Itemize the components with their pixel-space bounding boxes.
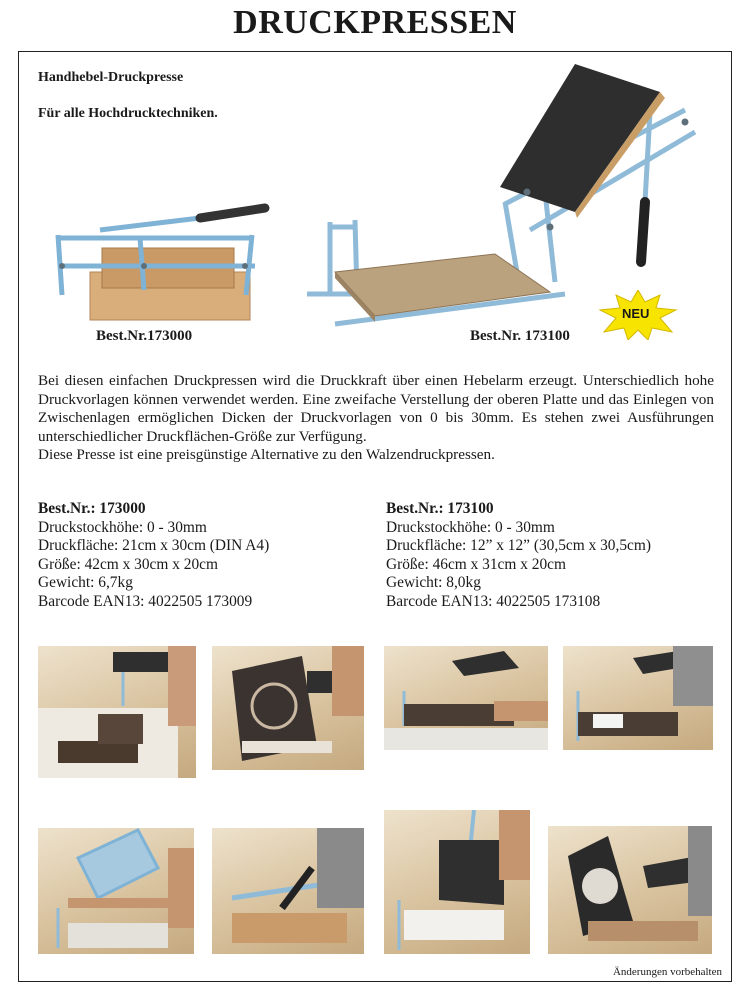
footer-note: Änderungen vorbehalten <box>612 966 722 978</box>
usage-photo-4 <box>563 646 713 750</box>
description <box>38 372 714 465</box>
spec-heading: Best.Nr.: 173100 <box>386 500 494 517</box>
usage-photo-8 <box>548 826 712 954</box>
spec-line: Druckstockhöhe: 0 - 30mm <box>386 518 555 536</box>
usage-photo-1 <box>38 646 196 778</box>
press-173000-image <box>40 200 280 325</box>
spec-line: Gewicht: 8,0kg <box>386 574 481 592</box>
spec-line: Druckfläche: 12” x 12” (30,5cm x 30,5cm) <box>386 537 651 555</box>
usage-photo-5 <box>38 828 194 954</box>
spec-line: Größe: 42cm x 30cm x 20cm <box>38 555 218 573</box>
spec-heading: Best.Nr.: 173000 <box>38 500 146 517</box>
spec-line: Gewicht: 6,7kg <box>38 574 133 592</box>
product-tagline: Für alle Hochdrucktechniken. <box>38 106 218 121</box>
new-badge-label: NEU <box>622 306 650 321</box>
spec-block-173100 <box>386 500 651 612</box>
usage-photo-7 <box>384 810 530 954</box>
spec-block-173000 <box>38 500 269 612</box>
usage-photo-2 <box>212 646 364 770</box>
product-subtitle: Handhebel-Druckpresse <box>38 70 184 85</box>
usage-photo-3 <box>384 646 548 750</box>
description-note: Diese Presse ist eine preisgünstige Alternative zu den Walzendruckpressen. <box>38 446 495 463</box>
usage-photo-6 <box>212 828 364 954</box>
spec-line: Druckstockhöhe: 0 - 30mm <box>38 518 207 536</box>
spec-line: Barcode EAN13: 4022505 173108 <box>386 592 601 610</box>
product-label-173000: Best.Nr.173000 <box>96 328 193 344</box>
spec-line: Größe: 46cm x 31cm x 20cm <box>386 555 566 573</box>
page-title: DRUCKPRESSEN <box>233 4 517 41</box>
spec-line: Druckfläche: 21cm x 30cm (DIN A4) <box>38 537 270 555</box>
description-paragraph: Bei diesen einfachen Druckpressen wird die Druckkraft über einen Hebelarm erzeugt. Unterschiedlich hohe Druckvorlagen können verwendet werden. Eine zweifache Verstellung der oberen Platte und das Einlegen von Zwischenlagen ermöglichen Dicken der Druckvorlagen von 0 bis 30mm. Es stehen zwei Ausführungen unterschiedlicher Druckflächen-Größe zur Verfügung. <box>38 372 714 445</box>
spec-line: Barcode EAN13: 4022505 173009 <box>38 592 253 610</box>
product-label-173100: Best.Nr. 173100 <box>470 328 570 344</box>
